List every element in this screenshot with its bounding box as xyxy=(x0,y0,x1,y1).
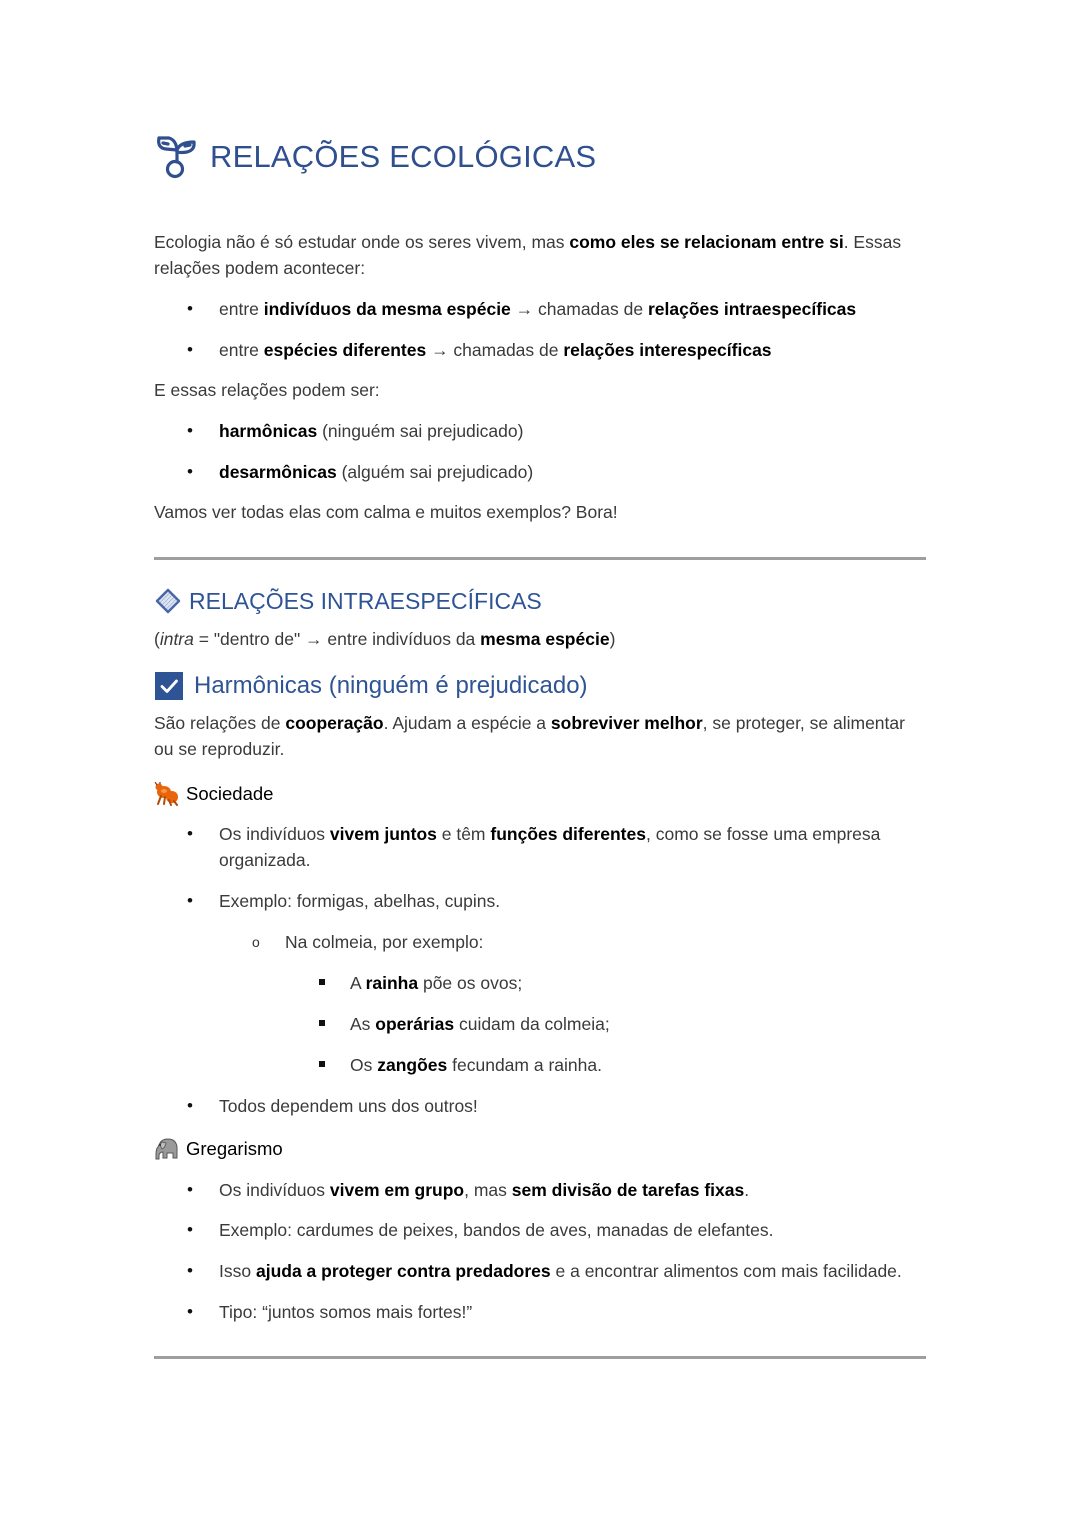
text-run: fecundam a rainha. xyxy=(447,1055,602,1075)
text-run: cuidam da colmeia; xyxy=(454,1014,610,1034)
topic-heading-text: Gregarismo xyxy=(186,1138,283,1159)
document-title xyxy=(154,134,596,180)
text-run: São relações de xyxy=(154,713,286,733)
text-run: → chamadas de xyxy=(510,299,648,319)
list-item-text: Na colmeia, por exemplo: xyxy=(285,932,484,952)
bullet-icon: • xyxy=(187,1302,193,1321)
list-item-text: Todos dependem uns dos outros! xyxy=(219,1096,478,1116)
bullet-icon: • xyxy=(187,340,193,359)
square-bullet-icon xyxy=(319,1061,325,1067)
elephant-icon xyxy=(154,1137,180,1161)
bullet-icon: • xyxy=(187,1220,193,1239)
text-run: = "dentro de" → entre indivíduos da xyxy=(193,629,481,649)
checkbox-checked-icon xyxy=(154,671,184,701)
section-heading xyxy=(154,586,542,616)
divider xyxy=(154,1356,926,1359)
topic-heading xyxy=(154,1136,283,1162)
bullet-icon: • xyxy=(187,891,193,910)
text-run: ( xyxy=(154,629,160,649)
bullet-icon: • xyxy=(187,824,193,843)
square-bullet-icon xyxy=(319,1020,325,1026)
paragraph: E essas relações podem ser: xyxy=(154,380,380,400)
bold-run: cooperação xyxy=(285,713,384,733)
bold-run: operárias xyxy=(375,1014,455,1034)
topic-heading-text: Sociedade xyxy=(186,783,274,804)
bullet-icon: • xyxy=(187,1261,193,1280)
subsection-heading xyxy=(154,670,588,702)
diamond-icon xyxy=(154,587,182,615)
bold-run: desarmônicas xyxy=(219,462,337,482)
text-run: ) xyxy=(609,629,616,649)
text-run: (alguém sai prejudicado) xyxy=(336,462,534,482)
text-run: . Essas relações podem acontecer: xyxy=(154,232,902,278)
bullet-icon: • xyxy=(187,1096,193,1115)
bold-run: vivem juntos xyxy=(329,824,437,844)
text-run: . Ajudam a espécie a xyxy=(383,713,551,733)
paragraph: Vamos ver todas elas com calma e muitos exemplos? Bora! xyxy=(154,502,618,522)
text-run: entre xyxy=(219,340,264,360)
text-run: entre xyxy=(219,299,264,319)
text-run: , se proteger, se alimentar ou se reproduzir. xyxy=(154,713,905,759)
list-item xyxy=(154,821,926,873)
bold-run: relações intraespecíficas xyxy=(647,299,857,319)
intro-paragraph xyxy=(154,229,926,281)
list-item-text: Exemplo: formigas, abelhas, cupins. xyxy=(219,891,501,911)
text-run: e têm xyxy=(436,824,491,844)
text-run: Os indivíduos xyxy=(219,824,330,844)
text-run: Os xyxy=(350,1055,378,1075)
divider xyxy=(154,557,926,560)
topic-heading xyxy=(154,781,273,807)
bold-run: sem divisão de tarefas fixas xyxy=(511,1180,745,1200)
section-heading-text: RELAÇÕES INTRAESPECÍFICAS xyxy=(189,587,542,614)
text-run: Os indivíduos xyxy=(219,1180,330,1200)
bold-run: ajuda a proteger contra predadores xyxy=(255,1261,551,1281)
text-run: Ecologia não é só estudar onde os seres vivem, mas xyxy=(154,232,570,252)
bold-run: indivíduos da mesma espécie xyxy=(263,299,511,319)
bullet-icon: • xyxy=(187,299,193,318)
section-subtitle xyxy=(154,626,926,652)
bold-run: relações interespecíficas xyxy=(563,340,772,360)
text-run: A xyxy=(350,973,366,993)
bullet-icon: • xyxy=(187,421,193,440)
bold-run: como eles se relacionam entre si xyxy=(569,232,844,252)
text-run: , mas xyxy=(464,1180,512,1200)
list-item-text: Exemplo: cardumes de peixes, bandos de aves, manadas de elefantes. xyxy=(219,1220,774,1240)
bold-run: harmônicas xyxy=(219,421,318,441)
bold-run: sobreviver melhor xyxy=(550,713,703,733)
text-run: (ninguém sai prejudicado) xyxy=(317,421,524,441)
text-run: → chamadas de xyxy=(426,340,564,360)
title-text: RELAÇÕES ECOLÓGICAS xyxy=(210,139,597,174)
ant-icon xyxy=(154,782,180,806)
bold-run: zangões xyxy=(377,1055,448,1075)
text-run: Isso xyxy=(219,1261,256,1281)
list-item-text: Tipo: “juntos somos mais fortes!” xyxy=(219,1302,473,1322)
subsection-heading-text: Harmônicas (ninguém é prejudicado) xyxy=(194,672,588,699)
seedling-icon xyxy=(154,134,200,180)
bullet-icon: • xyxy=(187,462,193,481)
text-run: , como se fosse uma empresa organizada. xyxy=(219,824,881,870)
circle-bullet-icon: o xyxy=(252,934,260,950)
bold-run: funções diferentes xyxy=(490,824,646,844)
text-run: e a encontrar alimentos com mais facilidade. xyxy=(550,1261,902,1281)
text-run: As xyxy=(350,1014,376,1034)
text-run: põe os ovos; xyxy=(418,973,523,993)
italic-run: intra xyxy=(159,629,194,649)
paragraph xyxy=(154,710,926,762)
square-bullet-icon xyxy=(319,979,325,985)
bold-run: rainha xyxy=(365,973,419,993)
bullet-icon: • xyxy=(187,1180,193,1199)
bold-run: vivem em grupo xyxy=(329,1180,465,1200)
text-run: . xyxy=(744,1180,750,1200)
bold-run: mesma espécie xyxy=(480,629,610,649)
bold-run: espécies diferentes xyxy=(263,340,427,360)
